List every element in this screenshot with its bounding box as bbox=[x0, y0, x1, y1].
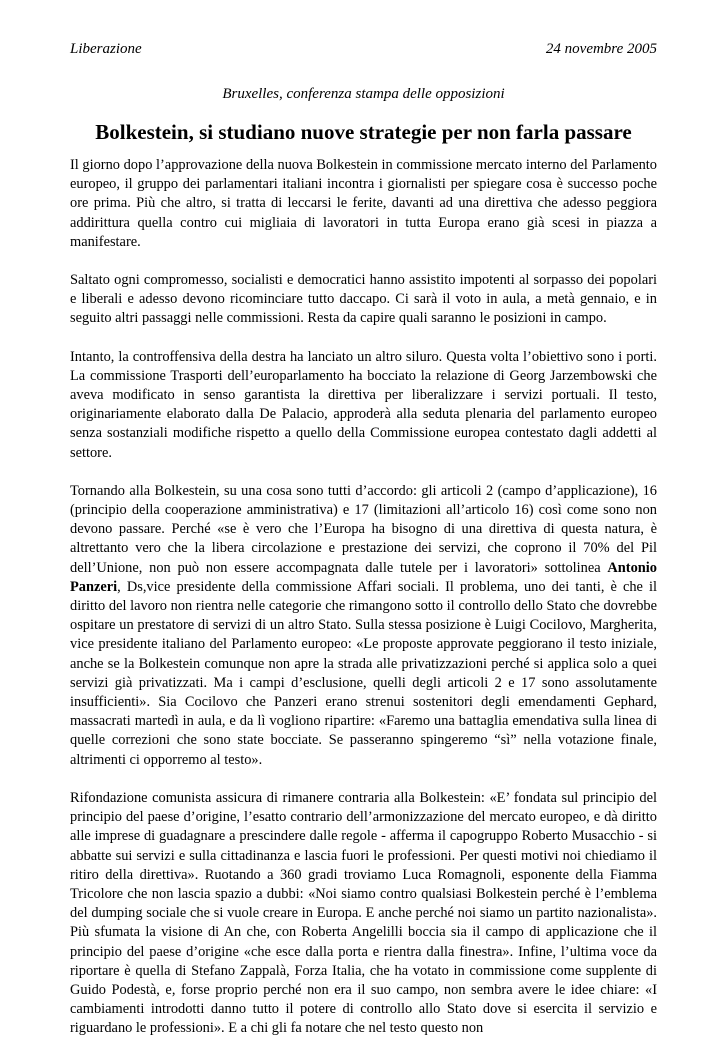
paragraph-2: Saltato ogni compromesso, socialisti e democratici hanno assistito impotenti al sorpasso dei popolari e liberali e adesso devono ricominciare tutto daccapo. Ci sarà il voto in aula, a metà gennaio, e in seguito altri passaggi nelle commissioni. Resta da capire quali saranno le posizioni in campo. bbox=[70, 272, 657, 327]
quoted-person-name: Antonio Panzeri bbox=[70, 559, 657, 595]
article-kicker: Bruxelles, conferenza stampa delle opposizioni bbox=[222, 86, 505, 102]
publication-date: 24 novembre 2005 bbox=[545, 41, 657, 57]
paragraph-3: Intanto, la controffensiva della destra ha lanciato un altro siluro. Questa volta l’obiettivo sono i porti. La commissione Trasporti dell’europarlamento ha bocciato la relazione di Georg Jarzembowski che aveva modificato in senso garantista la direttiva per liberalizzare i servizi portuali. Il testo, originariamente elaborato dalla De Palacio, approderà alla seduta plenaria del parlamento europeo senza sostanziali modifiche rispetto a quello della Commissione europea contestato dagli addetti al settore. bbox=[70, 348, 657, 461]
paragraph-5: Rifondazione comunista assicura di rimanere contraria alla Bolkestein: «E’ fondata sul principio del principio del paese d’origine, l’esatto contrario dell’armonizzazione del mercato europeo, e dà diritto alle imprese di guadagnare a prescindere dalle regole - afferma il capogruppo Roberto Musacchio - si abbatte sui servizi e sulla cittadinanza e lascia fuori le professioni. Per questi motivi noi chiediamo il ritiro della direttiva». Ruotando a 360 gradi troviamo Luca Romagnoli, esponente della Fiamma Tricolore che non lascia spazio a dubbi: «Noi siamo contro qualsiasi Bolkestein perché è l’emblema del dumping sociale che si vuole creare in Europa. E anche perché noi siamo un partito nazionalista». Più sfumata la visione di An che, con Roberta Angelilli boccia sia il campo di applicazione che il principio del paese d’origine «che esce dalla porta e rientra dalla finestra». Infine, l’ultima voce da riportare è quella di Stefano Zappalà, Forza Italia, che ha votato in commissione come supplente di Guido Podestà, e, forse proprio perché non era il suo campo, non sembra avere le idee chiare: «I cambiamenti introdotti danno tutto il potere di controllo allo Stato dove si esercita il servizio e riguardano le professioni». E a chi gli fa notare che nel testo questo non bbox=[70, 789, 657, 1037]
page-header bbox=[70, 40, 657, 58]
newspaper-name: Liberazione bbox=[70, 41, 142, 57]
document-page bbox=[70, 40, 657, 1058]
paragraph-4-text-end: , Ds,vice presidente della commissione Affari sociali. Il problema, uno dei tanti, è che il diritto del lavoro non rientra nelle categorie che rimangono sotto il controllo dello Stato che dovrebbe ospitare un prestatore di servizi di un altro Stato. Sulla stessa posizione è Luigi Cocilovo, Margherita, vice presidente italiano del Parlamento europeo: «Le proposte approvate peggiorano il testo iniziale, anche se la Bolkestein comunque non apre la strada alle privatizzazioni perché si applica solo a quei servizi già privatizzati. Ma i campi d’esclusione, quelli degli articoli 2 e 17 sono assolutamente insufficienti». Sia Cocilovo che Panzeri erano strenui sostenitori degli emendamenti Gephard, massacrati martedì in aula, e da lì vogliono ripartire: «Faremo una battaglia emendativa sulla linea di quelle correzioni che sono state bocciate. Se passeranno spingeremo “sì” nella votazione finale, altrimenti ci opporremo al testo». bbox=[70, 578, 657, 768]
article-title: Bolkestein, si studiano nuove strategie per non farla passare bbox=[95, 120, 632, 144]
paragraph-1: Il giorno dopo l’approvazione della nuova Bolkestein in commissione mercato interno del Parlamento europeo, il gruppo dei parlamentari italiani incontra i giornalisti per spiegare cosa è successo poche ore prima. Più che altro, si tratta di leccarsi le ferite, davanti ad una direttiva che adesso peggiora addirittura quella contro cui migliaia di lavoratori in tutta Europa erano già scesi in piazza a manifestare. bbox=[70, 157, 657, 250]
paragraph-4 bbox=[70, 482, 657, 770]
paragraph-4-text-start: Tornando alla Bolkestein, su una cosa sono tutti d’accordo: gli articoli 2 (campo d’applicazione), 16 (principio della cooperazione amministrativa) e 17 (limitazioni all’articolo 16) così come sono non devono passare. Perché «se è vero che l’Europa ha bisogno di una direttiva di questa natura, è altrettanto vero che la libera circolazione e prestazione dei servizi, che coprono il 70% del Pil dell’Unione, non può non essere accompagnata dalle tutele per i lavoratori» sottolinea bbox=[70, 482, 657, 576]
